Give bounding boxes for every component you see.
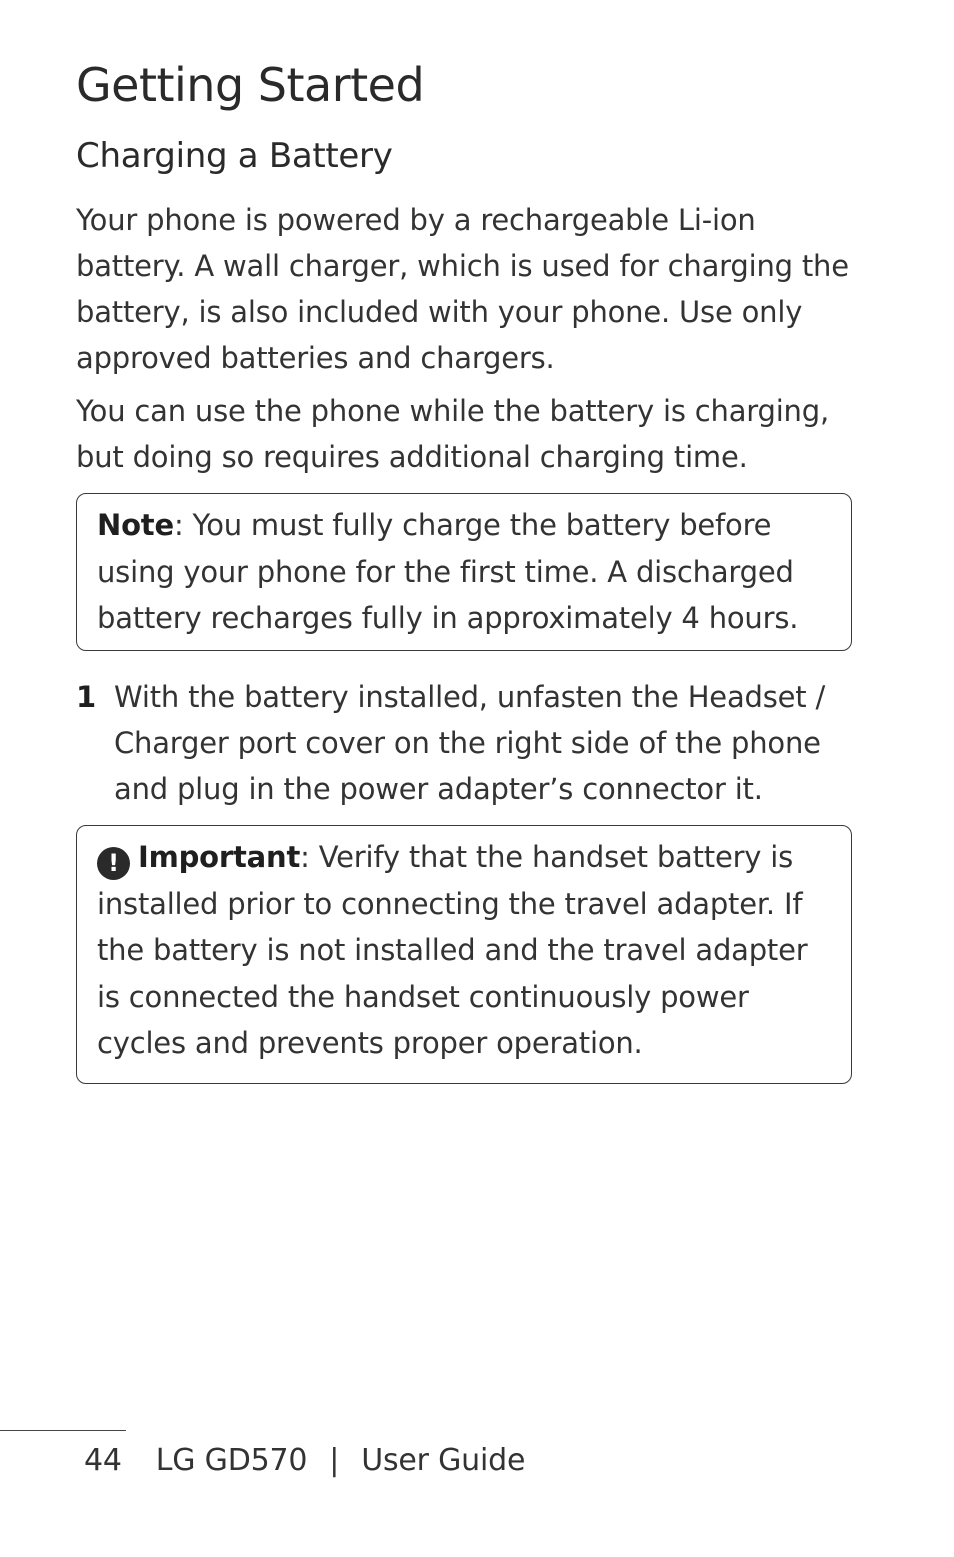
footer-doc-name: User Guide bbox=[361, 1443, 526, 1478]
step-text: With the battery installed, unfasten the Headset / Charger port cover on the right side of the phone and plug in the power adapter’s connector it. bbox=[114, 680, 826, 806]
exclamation-icon: ! bbox=[97, 847, 130, 880]
footer-separator: | bbox=[329, 1443, 340, 1478]
intro-paragraph: Your phone is powered by a rechargeable Li-ion battery. A wall charger, which is used for charging the battery, is also included with your phone. Use only approved batteries and chargers. bbox=[76, 203, 849, 375]
note-text: : You must fully charge the battery before using your phone for the first time. A discharged battery recharges fully in approximately 4 hours. bbox=[97, 508, 799, 635]
important-text: : Verify that the handset battery is installed prior to connecting the travel adapter. If the battery is not installed and the travel adapter is connected the handset continuously power cycles and prevents proper operation. bbox=[97, 840, 808, 1060]
section-title: Charging a Battery bbox=[76, 136, 393, 176]
important-box bbox=[76, 825, 852, 1084]
note-label: Note bbox=[97, 508, 174, 542]
important-label: Important bbox=[138, 840, 301, 874]
footer-divider bbox=[0, 1430, 126, 1431]
note-box bbox=[76, 493, 852, 651]
page-footer bbox=[84, 1443, 525, 1478]
page-number: 44 bbox=[84, 1443, 122, 1478]
usage-paragraph: You can use the phone while the battery is charging, but doing so requires additional charging time. bbox=[76, 394, 829, 474]
step-item bbox=[76, 674, 866, 812]
page-title: Getting Started bbox=[76, 58, 425, 112]
step-number: 1 bbox=[76, 680, 96, 714]
footer-product: LG GD570 bbox=[155, 1443, 308, 1478]
